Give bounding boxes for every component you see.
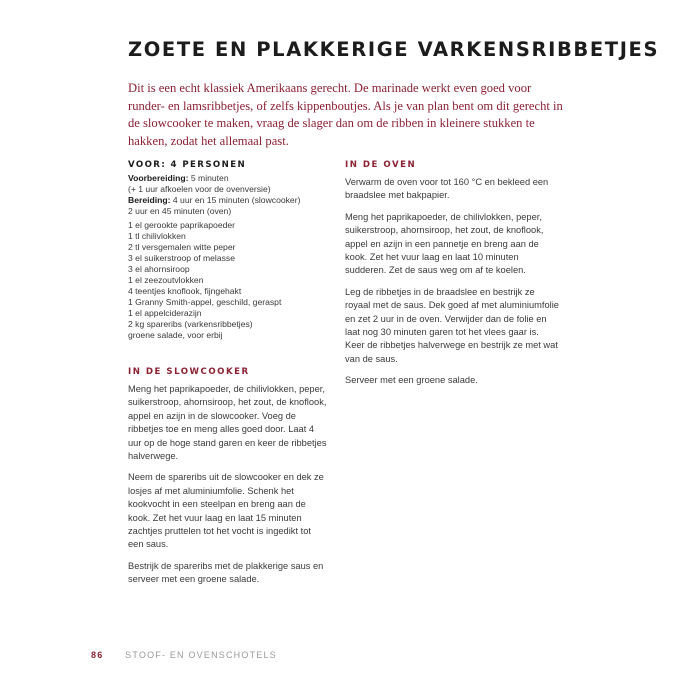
ingredient-item: 1 Granny Smith-appel, geschild, geraspt [128, 297, 282, 307]
oven-step: Meng het paprikapoeder, de chilivlokken, peper, suikerstroop, ahornsiroop, het zout, de knoflook, appel en azijn in een pannetje en breng aan de kook. Zet het vuur laag en laat 10 minuten sudderen. Zet de saus weg om af te koelen. [345, 211, 544, 276]
ingredient-item: 1 tl chilivlokken [128, 231, 186, 241]
ingredient-item: 4 teentjes knoflook, fijngehakt [128, 286, 242, 296]
oven-heading: IN DE OVEN [345, 160, 417, 170]
page-number: 86 [91, 650, 104, 660]
oven-step: Leg de ribbetjes in de braadslee en bestrijk ze royaal met de saus. Dek goed af met aluminiumfolie en zet 2 uur in de oven. Verwijder dan de folie en laat nog 30 minuten garen tot het vlees gaar is. Keer de ribbetjes halverwege en bestrijk ze met wat van de saus. [345, 286, 559, 364]
recipe-intro: Dit is een echt klassiek Amerikaans gerecht. De marinade werkt even goed voor runder- en lamsribbetjes, of zelfs kippenboutjes. Als je van plan bent om dit gerecht in de slowcooker te maken, vraag de slager dan om de ribben in kleinere stukken te hakken, zodat het allemaal past. [128, 81, 563, 148]
prep-note: (+ 1 uur afkoelen voor de ovenversie) [128, 184, 271, 194]
ingredient-item: 1 el gerookte paprikapoeder [128, 220, 236, 230]
recipe-title: ZOETE EN PLAKKERIGE VARKENSRIBBETJES [128, 38, 660, 61]
slowcooker-step: Bestrijk de spareribs met de plakkerige saus en serveer met een groene salade. [128, 560, 324, 585]
oven-step: Serveer met een groene salade. [345, 375, 478, 386]
slowcooker-heading: IN DE SLOWCOOKER [128, 367, 250, 377]
left-column [128, 160, 328, 595]
ingredient-item: 2 tl versgemalen witte peper [128, 242, 236, 252]
timing-info [128, 173, 328, 217]
ingredient-item: groene salade, voor erbij [128, 330, 223, 340]
servings: VOOR: 4 PERSONEN [128, 160, 247, 170]
slowcooker-step: Neem de spareribs uit de slowcooker en dek ze losjes af met aluminiumfolie. Schenk het kookvocht in een steelpan en breng aan de kook. Zet het vuur laag en laat 15 minuten zachtjes pruttelen tot het vocht is ingedikt tot een saus. [128, 472, 324, 550]
cooking-time-oven: 2 uur en 45 minuten (oven) [128, 206, 232, 216]
ingredient-item: 1 el zeezoutvlokken [128, 275, 204, 285]
ingredient-list [128, 220, 328, 341]
oven-step: Verwarm de oven voor tot 160 °C en bekleed een braadslee met bakpapier. [345, 177, 549, 201]
page-footer [91, 650, 277, 660]
section-label: STOOF- EN OVENSCHOTELS [125, 650, 277, 660]
ingredient-item: 3 el ahornsiroop [128, 264, 190, 274]
prep-time: Voorbereiding: 5 minuten [128, 173, 229, 183]
cooking-time: Bereiding: 4 uur en 15 minuten (slowcooker) [128, 195, 301, 205]
right-column [345, 160, 560, 396]
ingredient-item: 2 kg spareribs (varkensribbetjes) [128, 319, 253, 329]
slowcooker-step: Meng het paprikapoeder, de chilivlokken, peper, suikerstroop, ahornsiroop, het zout, de knoflook, appel en azijn in de slowcooker. Voeg de ribbetjes toe en meng alles goed door. Laat 4 uur op de hoge stand garen en keer de ribbetjes halverwege. [128, 384, 327, 462]
ingredient-item: 3 el suikerstroop of melasse [128, 253, 235, 263]
ingredient-item: 1 el appelciderazijn [128, 308, 202, 318]
